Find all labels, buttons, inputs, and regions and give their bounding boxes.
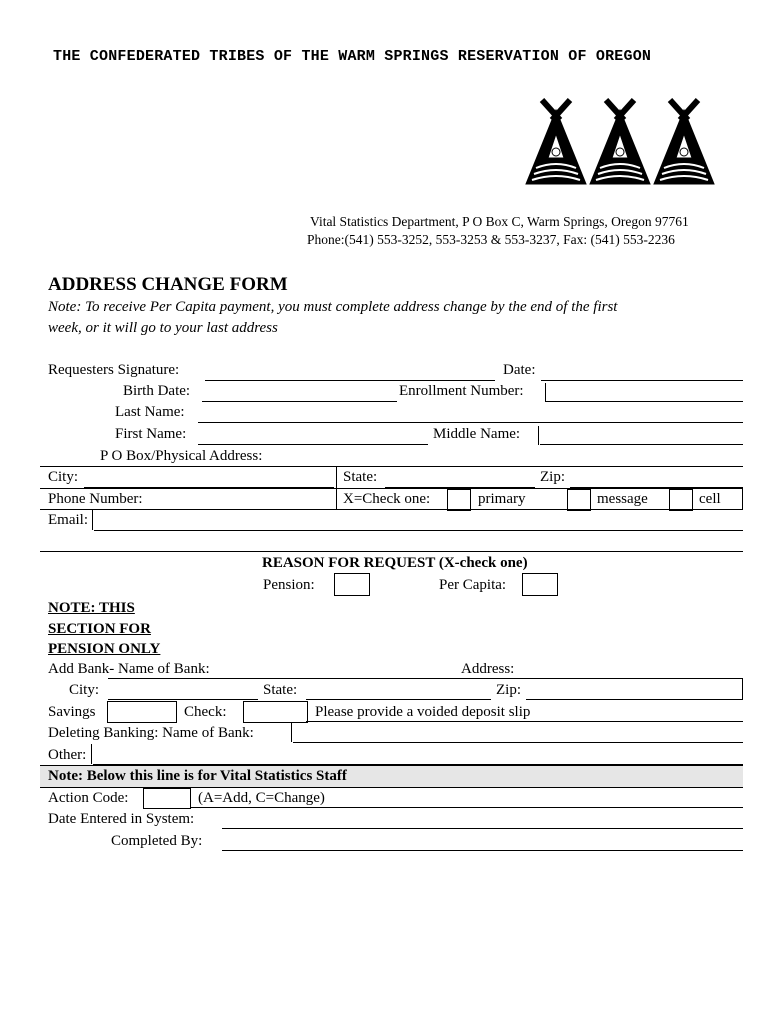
date-entered-field[interactable] [222,810,743,829]
requester-signature-field[interactable] [205,362,495,381]
bank-zip-field[interactable] [526,681,742,700]
primary-label: primary [478,491,526,507]
action-code-hint: (A=Add, C=Change) [198,790,325,806]
po-box-label: P O Box/Physical Address: [100,448,263,464]
email-field[interactable] [94,512,743,531]
primary-checkbox[interactable] [447,489,471,511]
checking-checkbox[interactable] [243,701,308,723]
phone-label: Phone Number: [48,491,143,507]
bank-address-label: Address: [461,661,515,677]
email-label: Email: [48,512,88,528]
message-label: message [597,491,648,507]
middle-name-label: Middle Name: [433,426,521,442]
first-name-label: First Name: [115,426,187,442]
department-address: Vital Statistics Department, P O Box C, Warm Springs, Oregon 97761 [310,214,689,229]
bank-zip-label: Zip: [496,682,521,698]
bank-state-field[interactable] [306,681,491,700]
first-name-field[interactable] [198,426,428,445]
per-capita-label: Per Capita: [439,577,507,593]
department-phone: Phone:(541) 553-3252, 553-3253 & 553-3237, Fax: (541) 553-2236 [307,232,675,247]
deleting-banking-label: Deleting Banking: Name of Bank: [48,725,254,741]
city-label: City: [48,469,79,485]
other-field[interactable] [93,746,743,765]
birth-date-label: Birth Date: [123,383,191,399]
reason-heading: REASON FOR REQUEST (X-check one) [262,555,528,571]
pension-section-note [48,598,160,660]
bank-city-label: City: [69,682,100,698]
birth-date-field[interactable] [202,383,397,402]
bank-address-field[interactable] [525,660,743,678]
pension-note-line1: NOTE: THIS [48,600,135,616]
pension-checkbox[interactable] [334,573,370,596]
enrollment-number-label: Enrollment Number: [399,383,524,399]
pension-note-line3: PENSION ONLY [48,641,161,657]
other-label: Other: [48,747,87,763]
city-field[interactable] [84,469,334,488]
action-code-field[interactable] [143,788,191,809]
last-name-field[interactable] [198,404,743,423]
form-note [48,297,748,339]
savings-checkbox[interactable] [107,701,177,723]
last-name-label: Last Name: [115,404,185,420]
bank-name-field[interactable] [240,660,455,678]
date-label: Date: [503,362,536,378]
add-bank-label: Add Bank- Name of Bank: [48,661,210,677]
state-label: State: [343,469,378,485]
state-field[interactable] [385,469,535,488]
completed-by-field[interactable] [222,832,743,851]
completed-by-label: Completed By: [111,833,203,849]
staff-note: Note: Below this line is for Vital Statistics Staff [48,768,347,784]
check-one-label: X=Check one: [343,491,431,507]
requester-signature-label: Requesters Signature: [48,362,180,378]
form-note-line2: week, or it will go to your last address [48,320,278,336]
per-capita-checkbox[interactable] [522,573,558,596]
middle-name-field[interactable] [540,426,743,445]
bank-state-label: State: [263,682,298,698]
savings-label: Savings [48,704,96,720]
message-checkbox[interactable] [567,489,591,511]
zip-label: Zip: [540,469,565,485]
org-title: THE CONFEDERATED TRIBES OF THE WARM SPRINGS RESERVATION OF OREGON [53,48,652,65]
cell-checkbox[interactable] [669,489,693,511]
deleting-bank-name-field[interactable] [293,724,743,743]
bank-city-field[interactable] [108,681,258,700]
zip-field[interactable] [570,469,743,488]
action-code-label: Action Code: [48,790,129,806]
pension-label: Pension: [263,577,315,593]
enrollment-number-field[interactable] [546,383,743,402]
form-title: ADDRESS CHANGE FORM [48,274,288,295]
check-label: Check: [184,704,227,720]
voided-slip-note: Please provide a voided deposit slip [315,704,531,720]
teepee-logo [520,98,716,190]
teepee-icon [526,100,714,184]
date-entered-label: Date Entered in System: [48,811,195,827]
form-note-line1: Note: To receive Per Capita payment, you must complete address change by the end of the first [48,299,618,315]
cell-label: cell [699,491,721,507]
phone-field[interactable] [160,491,334,510]
po-box-field[interactable] [290,448,743,467]
pension-note-line2: SECTION FOR [48,620,151,637]
date-field[interactable] [541,362,743,381]
